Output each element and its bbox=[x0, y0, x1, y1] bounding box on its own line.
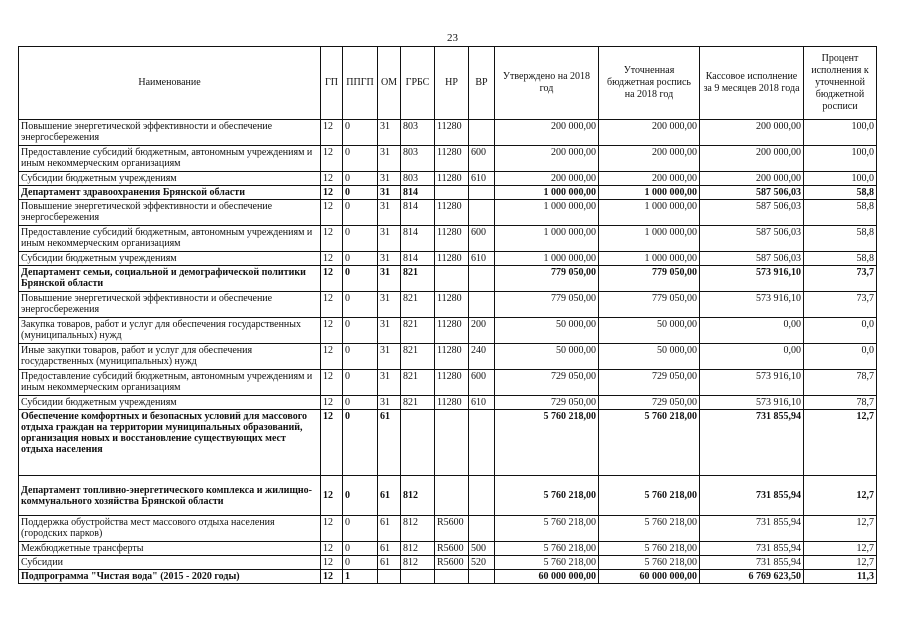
cell-cash: 0,00 bbox=[700, 344, 804, 370]
cell-ppgp: 0 bbox=[343, 186, 378, 200]
cell-ppgp: 0 bbox=[343, 292, 378, 318]
cell-approved: 729 050,00 bbox=[495, 396, 599, 410]
table-row bbox=[19, 396, 877, 410]
table-row bbox=[19, 410, 877, 476]
cell-refined: 1 000 000,00 bbox=[599, 226, 700, 252]
cell-om: 31 bbox=[378, 344, 401, 370]
cell-refined: 729 050,00 bbox=[599, 396, 700, 410]
table-header-row bbox=[19, 47, 877, 120]
cell-name: Департамент семьи, социальной и демографической политики Брянской области bbox=[19, 266, 321, 292]
table-row bbox=[19, 200, 877, 226]
cell-cash: 573 916,10 bbox=[700, 266, 804, 292]
cell-ppgp: 0 bbox=[343, 344, 378, 370]
cell-grbs: 812 bbox=[401, 476, 435, 516]
cell-vr bbox=[469, 266, 495, 292]
cell-gp: 12 bbox=[321, 172, 343, 186]
cell-approved: 5 760 218,00 bbox=[495, 476, 599, 516]
cell-name: Поддержка обустройства мест массового отдыха населения (городских парков) bbox=[19, 516, 321, 542]
cell-om: 31 bbox=[378, 226, 401, 252]
cell-grbs: 814 bbox=[401, 226, 435, 252]
cell-grbs: 814 bbox=[401, 200, 435, 226]
cell-np: 11280 bbox=[435, 396, 469, 410]
cell-np: 11280 bbox=[435, 172, 469, 186]
cell-refined: 1 000 000,00 bbox=[599, 200, 700, 226]
cell-cash: 731 855,94 bbox=[700, 410, 804, 476]
cell-vr: 500 bbox=[469, 542, 495, 556]
cell-refined: 5 760 218,00 bbox=[599, 542, 700, 556]
cell-gp: 12 bbox=[321, 318, 343, 344]
cell-refined: 50 000,00 bbox=[599, 318, 700, 344]
cell-om: 31 bbox=[378, 146, 401, 172]
cell-gp: 12 bbox=[321, 292, 343, 318]
cell-percent: 12,7 bbox=[804, 556, 877, 570]
budget-table bbox=[18, 46, 877, 584]
cell-vr bbox=[469, 200, 495, 226]
cell-np: 11280 bbox=[435, 292, 469, 318]
cell-np bbox=[435, 186, 469, 200]
cell-gp: 12 bbox=[321, 556, 343, 570]
cell-om: 61 bbox=[378, 556, 401, 570]
cell-np: R5600 bbox=[435, 542, 469, 556]
cell-vr bbox=[469, 570, 495, 584]
cell-percent: 12,7 bbox=[804, 542, 877, 556]
header-approved: Утверждено на 2018 год bbox=[495, 47, 599, 120]
table-row bbox=[19, 266, 877, 292]
cell-grbs: 821 bbox=[401, 370, 435, 396]
cell-ppgp: 0 bbox=[343, 172, 378, 186]
cell-ppgp: 0 bbox=[343, 410, 378, 476]
cell-vr bbox=[469, 516, 495, 542]
header-cash: Кассовое исполнение за 9 месяцев 2018 года bbox=[700, 47, 804, 120]
cell-ppgp: 0 bbox=[343, 252, 378, 266]
cell-grbs: 821 bbox=[401, 396, 435, 410]
cell-ppgp: 0 bbox=[343, 396, 378, 410]
cell-vr: 600 bbox=[469, 226, 495, 252]
cell-om: 61 bbox=[378, 516, 401, 542]
table-row bbox=[19, 292, 877, 318]
cell-om: 31 bbox=[378, 266, 401, 292]
cell-om: 31 bbox=[378, 396, 401, 410]
cell-ppgp: 1 bbox=[343, 570, 378, 584]
cell-cash: 6 769 623,50 bbox=[700, 570, 804, 584]
table-row bbox=[19, 172, 877, 186]
cell-cash: 200 000,00 bbox=[700, 172, 804, 186]
cell-cash: 731 855,94 bbox=[700, 476, 804, 516]
cell-vr bbox=[469, 410, 495, 476]
cell-vr bbox=[469, 476, 495, 516]
cell-name: Повышение энергетической эффективности и обеспечение энергосбережения bbox=[19, 120, 321, 146]
cell-grbs: 821 bbox=[401, 266, 435, 292]
cell-cash: 0,00 bbox=[700, 318, 804, 344]
cell-refined: 5 760 218,00 bbox=[599, 476, 700, 516]
cell-ppgp: 0 bbox=[343, 226, 378, 252]
table-row bbox=[19, 370, 877, 396]
cell-name: Субсидии бюджетным учреждениям bbox=[19, 172, 321, 186]
cell-refined: 5 760 218,00 bbox=[599, 516, 700, 542]
cell-om: 31 bbox=[378, 120, 401, 146]
table-row bbox=[19, 252, 877, 266]
cell-name: Субсидии бюджетным учреждениям bbox=[19, 252, 321, 266]
header-grbs: ГРБС bbox=[401, 47, 435, 120]
cell-vr bbox=[469, 186, 495, 200]
header-gp: ГП bbox=[321, 47, 343, 120]
cell-gp: 12 bbox=[321, 476, 343, 516]
table-row bbox=[19, 476, 877, 516]
cell-vr: 240 bbox=[469, 344, 495, 370]
cell-refined: 60 000 000,00 bbox=[599, 570, 700, 584]
cell-approved: 779 050,00 bbox=[495, 266, 599, 292]
cell-refined: 50 000,00 bbox=[599, 344, 700, 370]
cell-grbs: 812 bbox=[401, 542, 435, 556]
cell-approved: 1 000 000,00 bbox=[495, 186, 599, 200]
cell-refined: 200 000,00 bbox=[599, 172, 700, 186]
cell-percent: 11,3 bbox=[804, 570, 877, 584]
cell-cash: 731 855,94 bbox=[700, 516, 804, 542]
cell-vr: 610 bbox=[469, 172, 495, 186]
cell-approved: 200 000,00 bbox=[495, 172, 599, 186]
cell-refined: 200 000,00 bbox=[599, 120, 700, 146]
cell-grbs: 814 bbox=[401, 252, 435, 266]
cell-np bbox=[435, 410, 469, 476]
cell-om: 31 bbox=[378, 200, 401, 226]
cell-percent: 100,0 bbox=[804, 172, 877, 186]
cell-approved: 1 000 000,00 bbox=[495, 226, 599, 252]
cell-gp: 12 bbox=[321, 226, 343, 252]
cell-approved: 5 760 218,00 bbox=[495, 410, 599, 476]
cell-gp: 12 bbox=[321, 370, 343, 396]
cell-approved: 50 000,00 bbox=[495, 344, 599, 370]
cell-approved: 779 050,00 bbox=[495, 292, 599, 318]
cell-percent: 73,7 bbox=[804, 266, 877, 292]
cell-cash: 587 506,03 bbox=[700, 226, 804, 252]
cell-np: 11280 bbox=[435, 200, 469, 226]
cell-gp: 12 bbox=[321, 396, 343, 410]
cell-percent: 12,7 bbox=[804, 410, 877, 476]
cell-np: R5600 bbox=[435, 556, 469, 570]
cell-om: 31 bbox=[378, 292, 401, 318]
cell-name: Предоставление субсидий бюджетным, автономным учреждениям и иным некоммерческим организациям bbox=[19, 146, 321, 172]
table-row bbox=[19, 120, 877, 146]
cell-gp: 12 bbox=[321, 266, 343, 292]
cell-refined: 779 050,00 bbox=[599, 266, 700, 292]
cell-name: Департамент топливно-энергетического комплекса и жилищно-коммунального хозяйства Брянской области bbox=[19, 476, 321, 516]
cell-np: 11280 bbox=[435, 252, 469, 266]
cell-refined: 5 760 218,00 bbox=[599, 410, 700, 476]
cell-cash: 200 000,00 bbox=[700, 120, 804, 146]
cell-ppgp: 0 bbox=[343, 146, 378, 172]
cell-name: Предоставление субсидий бюджетным, автономным учреждениям и иным некоммерческим организациям bbox=[19, 226, 321, 252]
table-row bbox=[19, 226, 877, 252]
cell-percent: 73,7 bbox=[804, 292, 877, 318]
cell-name: Субсидии bbox=[19, 556, 321, 570]
cell-ppgp: 0 bbox=[343, 542, 378, 556]
cell-cash: 587 506,03 bbox=[700, 252, 804, 266]
cell-cash: 200 000,00 bbox=[700, 146, 804, 172]
cell-om bbox=[378, 570, 401, 584]
cell-name: Межбюджетные трансферты bbox=[19, 542, 321, 556]
cell-np: R5600 bbox=[435, 516, 469, 542]
table-row bbox=[19, 516, 877, 542]
cell-grbs: 812 bbox=[401, 516, 435, 542]
cell-np bbox=[435, 476, 469, 516]
table-row bbox=[19, 344, 877, 370]
cell-grbs: 821 bbox=[401, 292, 435, 318]
cell-percent: 58,8 bbox=[804, 226, 877, 252]
header-refined: Уточненная бюджетная роспись на 2018 год bbox=[599, 47, 700, 120]
cell-cash: 587 506,03 bbox=[700, 200, 804, 226]
header-percent: Процент исполнения к уточненной бюджетной росписи bbox=[804, 47, 877, 120]
cell-approved: 5 760 218,00 bbox=[495, 516, 599, 542]
cell-name: Закупка товаров, работ и услуг для обеспечения государственных (муниципальных) нужд bbox=[19, 318, 321, 344]
cell-ppgp: 0 bbox=[343, 556, 378, 570]
cell-percent: 58,8 bbox=[804, 200, 877, 226]
cell-percent: 58,8 bbox=[804, 252, 877, 266]
table-row bbox=[19, 542, 877, 556]
cell-name: Повышение энергетической эффективности и обеспечение энергосбережения bbox=[19, 200, 321, 226]
cell-grbs: 821 bbox=[401, 344, 435, 370]
cell-name: Иные закупки товаров, работ и услуг для обеспечения государственных (муниципальных) нужд bbox=[19, 344, 321, 370]
cell-np: 11280 bbox=[435, 146, 469, 172]
cell-grbs: 814 bbox=[401, 186, 435, 200]
cell-grbs: 803 bbox=[401, 120, 435, 146]
cell-gp: 12 bbox=[321, 570, 343, 584]
header-om: ОМ bbox=[378, 47, 401, 120]
table-row bbox=[19, 556, 877, 570]
cell-gp: 12 bbox=[321, 410, 343, 476]
cell-om: 61 bbox=[378, 542, 401, 556]
cell-grbs: 803 bbox=[401, 172, 435, 186]
cell-refined: 779 050,00 bbox=[599, 292, 700, 318]
cell-cash: 573 916,10 bbox=[700, 396, 804, 410]
cell-vr: 200 bbox=[469, 318, 495, 344]
cell-percent: 58,8 bbox=[804, 186, 877, 200]
cell-name: Предоставление субсидий бюджетным, автономным учреждениям и иным некоммерческим организациям bbox=[19, 370, 321, 396]
cell-grbs bbox=[401, 410, 435, 476]
cell-vr: 520 bbox=[469, 556, 495, 570]
cell-name: Обеспечение комфортных и безопасных условий для массового отдыха граждан на территории муниципальных образований, организация новых и восстановление существующих мест отдыха населения bbox=[19, 410, 321, 476]
cell-ppgp: 0 bbox=[343, 476, 378, 516]
cell-cash: 573 916,10 bbox=[700, 292, 804, 318]
cell-np bbox=[435, 266, 469, 292]
cell-percent: 12,7 bbox=[804, 476, 877, 516]
cell-approved: 200 000,00 bbox=[495, 120, 599, 146]
cell-om: 31 bbox=[378, 172, 401, 186]
cell-gp: 12 bbox=[321, 344, 343, 370]
cell-np bbox=[435, 570, 469, 584]
table-row bbox=[19, 186, 877, 200]
cell-percent: 100,0 bbox=[804, 146, 877, 172]
cell-gp: 12 bbox=[321, 186, 343, 200]
cell-percent: 0,0 bbox=[804, 344, 877, 370]
header-ppgp: ППГП bbox=[343, 47, 378, 120]
cell-vr: 600 bbox=[469, 146, 495, 172]
cell-refined: 1 000 000,00 bbox=[599, 252, 700, 266]
cell-om: 61 bbox=[378, 476, 401, 516]
cell-om: 31 bbox=[378, 318, 401, 344]
cell-refined: 729 050,00 bbox=[599, 370, 700, 396]
header-np: НР bbox=[435, 47, 469, 120]
cell-approved: 5 760 218,00 bbox=[495, 556, 599, 570]
cell-ppgp: 0 bbox=[343, 266, 378, 292]
cell-percent: 0,0 bbox=[804, 318, 877, 344]
cell-np: 11280 bbox=[435, 318, 469, 344]
cell-np: 11280 bbox=[435, 344, 469, 370]
cell-gp: 12 bbox=[321, 542, 343, 556]
table-row bbox=[19, 318, 877, 344]
cell-approved: 5 760 218,00 bbox=[495, 542, 599, 556]
cell-percent: 78,7 bbox=[804, 396, 877, 410]
cell-name: Подпрограмма "Чистая вода" (2015 - 2020 годы) bbox=[19, 570, 321, 584]
cell-gp: 12 bbox=[321, 200, 343, 226]
cell-cash: 573 916,10 bbox=[700, 370, 804, 396]
cell-ppgp: 0 bbox=[343, 370, 378, 396]
cell-gp: 12 bbox=[321, 146, 343, 172]
cell-vr bbox=[469, 292, 495, 318]
cell-approved: 50 000,00 bbox=[495, 318, 599, 344]
cell-np: 11280 bbox=[435, 226, 469, 252]
cell-np: 11280 bbox=[435, 120, 469, 146]
cell-vr bbox=[469, 120, 495, 146]
cell-ppgp: 0 bbox=[343, 516, 378, 542]
cell-vr: 610 bbox=[469, 396, 495, 410]
cell-approved: 60 000 000,00 bbox=[495, 570, 599, 584]
cell-vr: 610 bbox=[469, 252, 495, 266]
cell-om: 31 bbox=[378, 252, 401, 266]
cell-cash: 587 506,03 bbox=[700, 186, 804, 200]
cell-grbs bbox=[401, 570, 435, 584]
cell-grbs: 821 bbox=[401, 318, 435, 344]
cell-cash: 731 855,94 bbox=[700, 542, 804, 556]
cell-grbs: 803 bbox=[401, 146, 435, 172]
table-body bbox=[19, 120, 877, 584]
cell-vr: 600 bbox=[469, 370, 495, 396]
cell-name: Повышение энергетической эффективности и обеспечение энергосбережения bbox=[19, 292, 321, 318]
cell-refined: 5 760 218,00 bbox=[599, 556, 700, 570]
cell-name: Субсидии бюджетным учреждениям bbox=[19, 396, 321, 410]
table-row bbox=[19, 570, 877, 584]
cell-gp: 12 bbox=[321, 120, 343, 146]
cell-cash: 731 855,94 bbox=[700, 556, 804, 570]
header-name: Наименование bbox=[19, 47, 321, 120]
cell-om: 31 bbox=[378, 370, 401, 396]
cell-approved: 1 000 000,00 bbox=[495, 252, 599, 266]
cell-om: 61 bbox=[378, 410, 401, 476]
cell-gp: 12 bbox=[321, 252, 343, 266]
cell-ppgp: 0 bbox=[343, 200, 378, 226]
cell-percent: 78,7 bbox=[804, 370, 877, 396]
header-vr: ВР bbox=[469, 47, 495, 120]
cell-grbs: 812 bbox=[401, 556, 435, 570]
cell-approved: 1 000 000,00 bbox=[495, 200, 599, 226]
cell-gp: 12 bbox=[321, 516, 343, 542]
page-number: 23 bbox=[447, 32, 458, 44]
cell-refined: 1 000 000,00 bbox=[599, 186, 700, 200]
cell-approved: 729 050,00 bbox=[495, 370, 599, 396]
cell-ppgp: 0 bbox=[343, 120, 378, 146]
cell-percent: 12,7 bbox=[804, 516, 877, 542]
cell-ppgp: 0 bbox=[343, 318, 378, 344]
cell-name: Департамент здравоохранения Брянской области bbox=[19, 186, 321, 200]
cell-percent: 100,0 bbox=[804, 120, 877, 146]
cell-np: 11280 bbox=[435, 370, 469, 396]
table-row bbox=[19, 146, 877, 172]
cell-approved: 200 000,00 bbox=[495, 146, 599, 172]
cell-refined: 200 000,00 bbox=[599, 146, 700, 172]
cell-om: 31 bbox=[378, 186, 401, 200]
